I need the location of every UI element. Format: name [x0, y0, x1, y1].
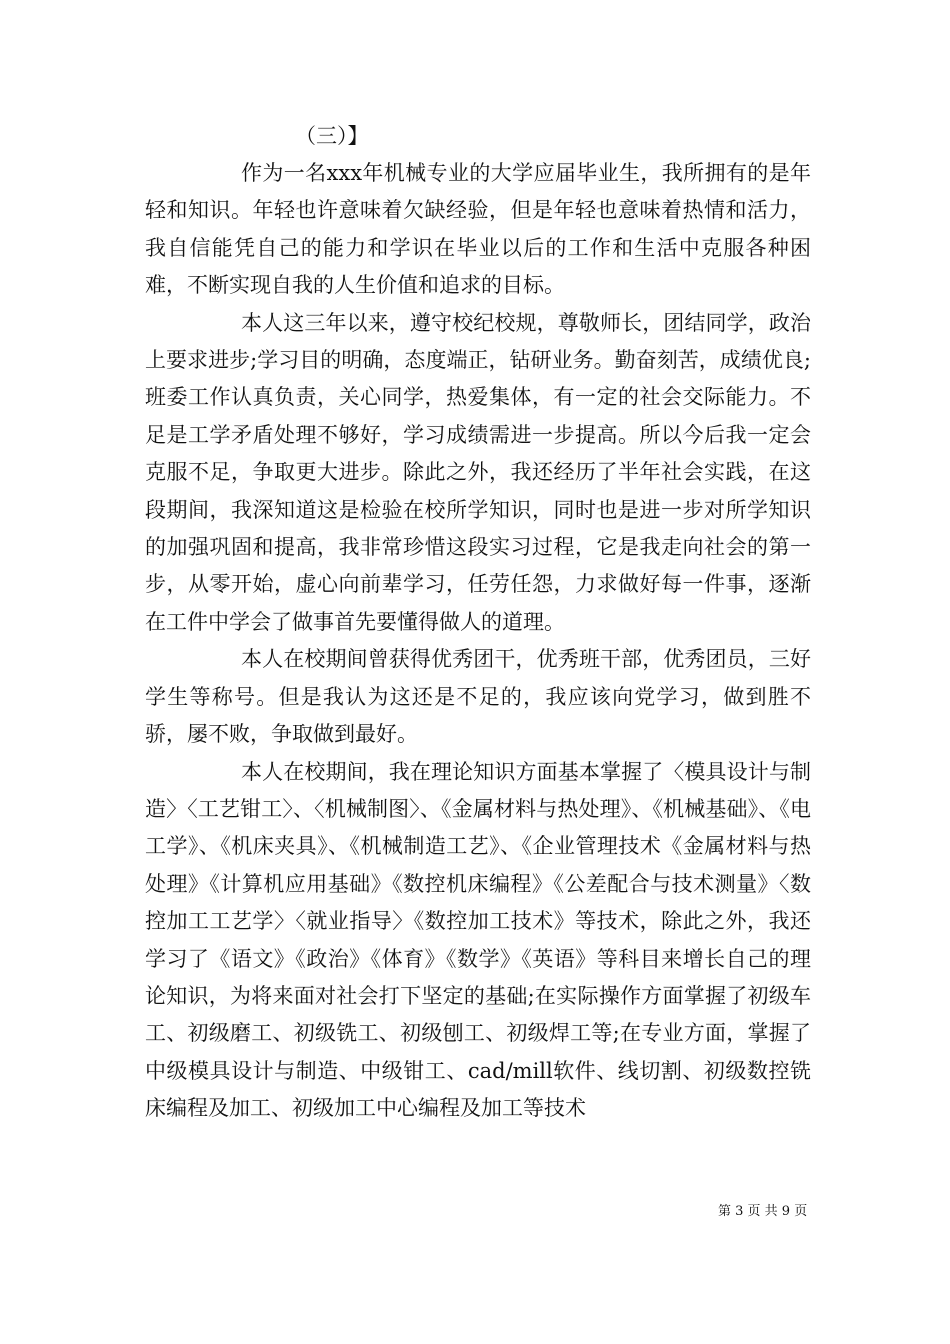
paragraph-4: 本人在校期间，我在理论知识方面基本掌握了〈模具设计与制造〉〈工艺钳工〉、〈机械制图〉、《金属材料与热处理》、《机械基础》、《电工学》、《机床夹具》、《机械制造工艺》、《企业管理技术《金属材料与热处理》《计算机应用基础》《数控机床编程》《公差配合与技术测量》〈数控加工工艺学〉〈就业指导〉《数控加工技术》等技术，除此之外，我还学习了《语文》《政治》《体育》《数学》《英语》等科目来增长自己的理论知识，为将来面对社会打下坚定的基础;在实际操作方面掌握了初级车工、初级磨工、初级铣工、初级刨工、初级焊工等;在专业方面，掌握了中级模具设计与制造、中级钳工、cad/mill软件、线切割、初级数控铣床编程及加工、初级加工中心编程及加工等技术 [145, 759, 811, 1121]
page-number: 第 3 页 共 9 页 [718, 1204, 808, 1219]
paragraph-1: 作为一名xxx年机械专业的大学应届毕业生，我所拥有的是年轻和知识。年轻也许意味着欠缺经验，但是年轻也意味着热情和活力，我自信能凭自己的能力和学识在毕业以后的工作和生活中克服各种困难，不断实现自我的人生价值和追求的目标。 [145, 161, 811, 298]
document-body [145, 118, 811, 1128]
paragraph-3: 本人在校期间曾获得优秀团干，优秀班干部，优秀团员，三好学生等称号。但是我认为这还是不足的，我应该向党学习，做到胜不骄，屡不败，争取做到最好。 [145, 647, 811, 747]
paragraph-2: 本人这三年以来，遵守校纪校规，尊敬师长，团结同学，政治上要求进步;学习目的明确，态度端正，钻研业务。勤奋刻苦，成绩优良;班委工作认真负责，关心同学，热爱集体，有一定的社会交际能力。不足是工学矛盾处理不够好，学习成绩需进一步提高。所以今后我一定会克服不足，争取更大进步。除此之外，我还经历了半年社会实践，在这段期间，我深知道这是检验在校所学知识，同时也是进一步对所学知识的加强巩固和提高，我非常珍惜这段实习过程，它是我走向社会的第一步，从零开始，虚心向前辈学习，任劳任怨，力求做好每一件事，逐渐在工件中学会了做事首先要懂得做人的道理。 [145, 310, 811, 634]
section-heading: （三）】 [295, 124, 369, 148]
